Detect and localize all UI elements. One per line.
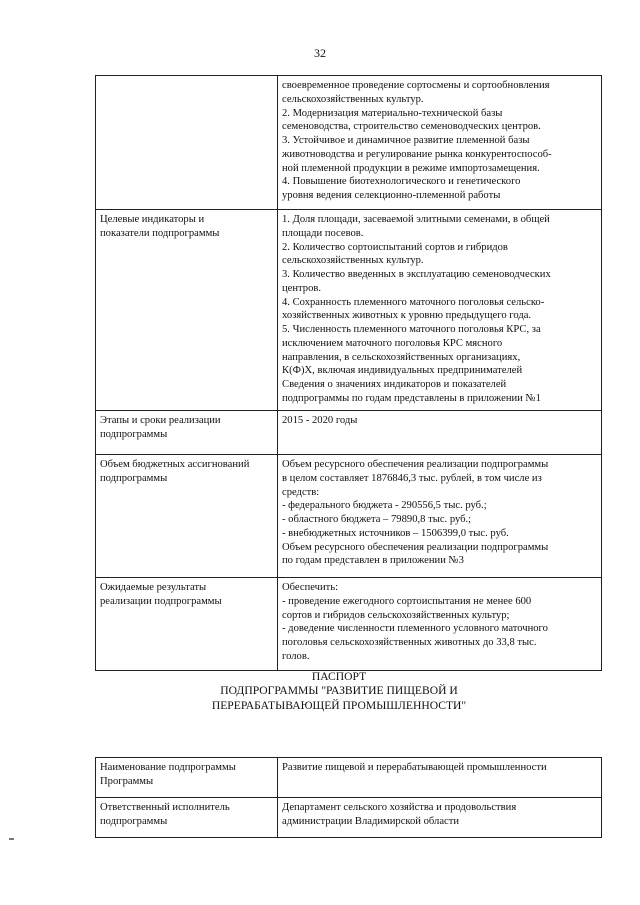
t1-row xyxy=(96,455,602,578)
t2-label-cell xyxy=(96,758,278,798)
t1-content-cell xyxy=(278,455,602,578)
content-line: площади посевов. xyxy=(282,227,364,239)
content-line: - областного бюджета – 79890,8 тыс. руб.; xyxy=(282,514,472,526)
content-line: Сведения о значениях индикаторов и показателей xyxy=(282,379,507,391)
label-line: Целевые индикаторы и xyxy=(100,214,205,225)
t2-row xyxy=(96,798,602,838)
passport-subtitle-line1: ПОДПРОГРАММЫ "РАЗВИТИЕ ПИЩЕВОЙ И xyxy=(220,684,458,698)
content-line: К(Ф)Х, включая индивидуальных предпринимателей xyxy=(282,365,523,377)
label-line: Этапы и сроки реализации xyxy=(100,415,221,426)
passport-title: ПАСПОРТ xyxy=(311,670,367,683)
t1-label-cell xyxy=(96,578,278,671)
content-line: - внебюджетных источников – 1506399,0 тыс. руб. xyxy=(282,527,509,539)
content-line: 2015 - 2020 годы xyxy=(282,415,358,426)
page-number: 32 xyxy=(314,46,326,60)
t1-row xyxy=(96,76,602,210)
label-line: подпрограммы xyxy=(100,428,168,440)
t1-row xyxy=(96,411,602,455)
label-line: подпрограммы xyxy=(100,815,168,827)
content-line: - доведение численности племенного условного маточного xyxy=(282,623,548,635)
content-line: сельскохозяйственных культур. xyxy=(282,93,424,105)
content-line: животноводства и регулирование рынка конкурентоспособ- xyxy=(282,148,552,160)
content-line: - федерального бюджета - 290556,5 тыс. руб.; xyxy=(282,500,487,512)
content-line: хозяйственных животных к уровню предыдущего года. xyxy=(282,310,532,322)
content-line: Развитие пищевой и перерабатывающей промышленности xyxy=(282,762,547,773)
label-line: Ожидаемые результаты xyxy=(100,582,207,593)
food-industry-passport-table xyxy=(95,757,602,838)
content-line: Объем ресурсного обеспечения реализации подпрограммы xyxy=(282,541,549,553)
content-line: подпрограммы по годам представлены в приложении №1 xyxy=(282,392,541,404)
content-line: администрации Владимирской области xyxy=(282,815,460,827)
t1-content-cell xyxy=(278,578,602,671)
t1-row xyxy=(96,578,602,671)
content-line: сортов и гибридов сельскохозяйственных культур; xyxy=(282,609,510,621)
content-line: 1. Доля площади, засеваемой элитными семенами, в общей xyxy=(282,214,550,225)
content-line: в целом составляет 1876846,3 тыс. рублей, в том числе из xyxy=(282,472,542,484)
t1-content-cell xyxy=(278,210,602,411)
label-line: Наименование подпрограммы xyxy=(100,762,236,773)
content-line: 5. Численность племенного маточного поголовья КРС, за xyxy=(282,324,541,336)
t2-content-cell xyxy=(278,758,602,798)
t1-label-cell xyxy=(96,455,278,578)
t1-row xyxy=(96,210,602,411)
label-line: Ответственный исполнитель xyxy=(100,802,230,813)
content-line: направления, в сельскохозяйственных организациях, xyxy=(282,351,521,363)
content-line: центров. xyxy=(282,282,322,294)
content-line: - проведение ежегодного сортоиспытания не менее 600 xyxy=(282,595,532,607)
content-line: исключением маточного поголовья КРС мясного xyxy=(282,337,503,349)
content-line: средств: xyxy=(282,486,320,498)
passport-heading xyxy=(95,670,583,713)
label-line: показатели подпрограммы xyxy=(100,227,220,239)
content-line: своевременное проведение сортосмены и сортообновления xyxy=(282,80,550,91)
content-line: 2. Модернизация материально-технической базы xyxy=(282,107,503,119)
content-line: 3. Устойчивое и динамичное развитие племенной базы xyxy=(282,135,530,147)
content-line: Обеспечить: xyxy=(282,582,339,593)
content-line: уровня ведения селекционно-племенной работы xyxy=(282,190,501,202)
content-line: 4. Сохранность племенного маточного поголовья сельско- xyxy=(282,296,545,308)
content-line: ной племенной продукции в режиме импортозамещения. xyxy=(282,162,540,174)
label-line: реализации подпрограммы xyxy=(100,595,222,607)
content-line: сельскохозяйственных культур. xyxy=(282,255,424,267)
subprogram-passport-table-continued xyxy=(95,75,602,671)
content-line: по годам представлен в приложении №3 xyxy=(282,555,464,567)
content-line: Объем ресурсного обеспечения реализации подпрограммы xyxy=(282,459,549,470)
t2-content-cell xyxy=(278,798,602,838)
t1-label-cell xyxy=(96,411,278,455)
content-line: семеноводства, строительство семеноводческих центров. xyxy=(282,121,541,133)
t2-row xyxy=(96,758,602,798)
label-line: подпрограммы xyxy=(100,472,168,484)
t2-label-cell xyxy=(96,798,278,838)
t1-label-cell xyxy=(96,76,278,210)
content-line: поголовья сельскохозяйственных животных до 33,8 тыс. xyxy=(282,637,537,649)
label-line: Объем бюджетных ассигнований xyxy=(100,459,250,470)
scan-artifact xyxy=(9,838,14,840)
t1-content-cell xyxy=(278,76,602,210)
content-line: голов. xyxy=(282,650,310,662)
t1-label-cell xyxy=(96,210,278,411)
content-line: 4. Повышение биотехнологического и генетического xyxy=(282,176,521,188)
passport-subtitle-line2: ПЕРЕРАБАТЫВАЮЩЕЙ ПРОМЫШЛЕННОСТИ" xyxy=(211,698,467,712)
label-line: Программы xyxy=(100,775,154,787)
content-line: 2. Количество сортоиспытаний сортов и гибридов xyxy=(282,241,508,253)
content-line: 3. Количество введенных в эксплуатацию семеноводческих xyxy=(282,269,551,281)
t1-content-cell xyxy=(278,411,602,455)
content-line: Департамент сельского хозяйства и продовольствия xyxy=(282,802,517,813)
